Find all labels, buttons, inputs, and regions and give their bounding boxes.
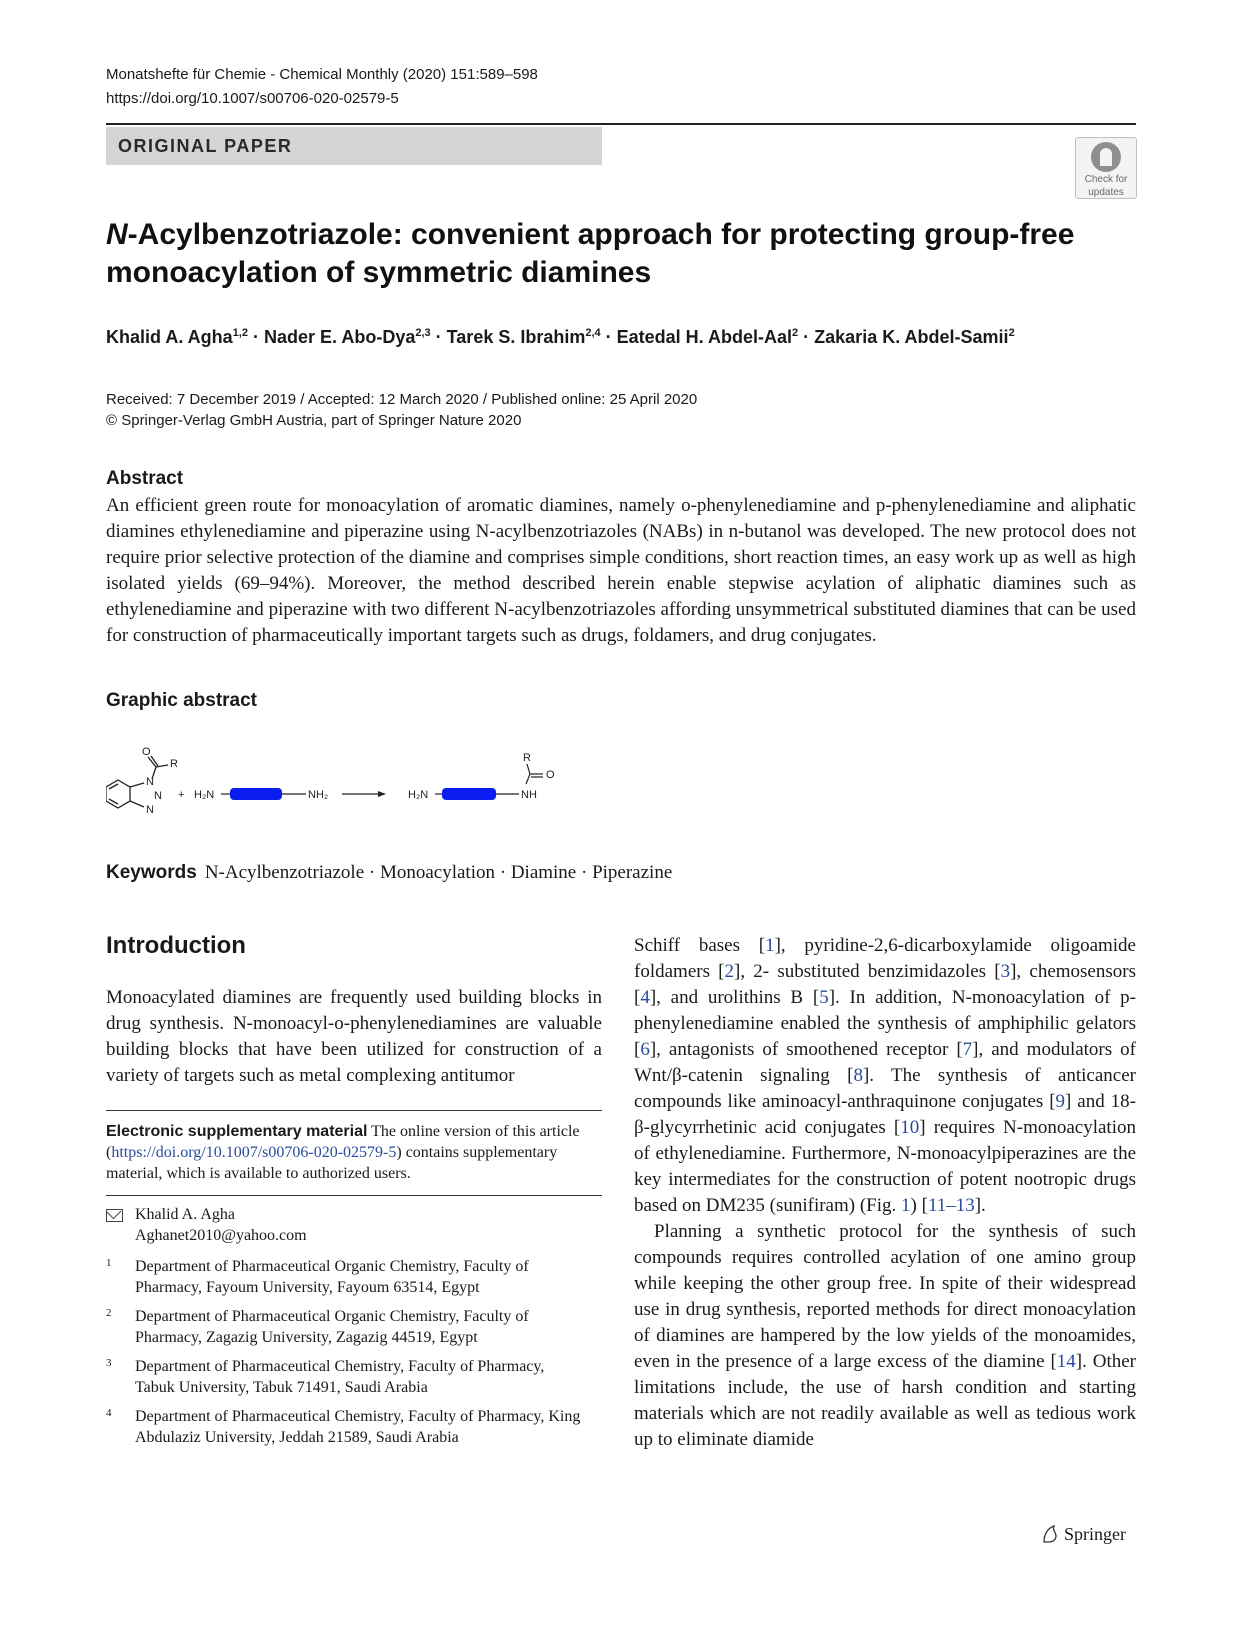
diamine-linker-reactant [230, 788, 282, 800]
copyright-line: © Springer-Verlag GmbH Austria, part of Springer Nature 2020 [106, 412, 522, 429]
body-text-segment: ], and urolithins B [ [649, 987, 820, 1008]
abstract-text: An efficient green route for monoacylation of aromatic diamines, namely o-phenylenediamine and p-phenylenediamine and aliphatic diamines ethylenediamine and piperazine using N-acylbenzotriazoles (NABs) in n-butanol was developed. The new protocol does not require prior selective protection of the diamine and comprises simple conditions, short reaction times, an easy work up as well as high isolated yields (69–94%). Moreover, the method described herein enable stepwise acylation of aliphatic diamines such as ethylenediamine and piperazine with two different N-acylbenzotriazoles affording unsymmetrical substituted diamines that can be used for construction of pharmaceutically important targets such as drugs, foldamers, and drug conjugates. [106, 495, 1136, 646]
label-plus: + [178, 789, 185, 801]
citation-link[interactable]: 1 [901, 1195, 911, 1216]
author-name[interactable]: Tarek S. Ibrahim [446, 327, 586, 347]
citation-link[interactable]: 10 [900, 1117, 920, 1138]
bond-carbonyl-r [527, 764, 530, 774]
citation-link[interactable]: 6 [640, 1039, 650, 1060]
body-text-segment: ] and 18-β-glycyrrhetinic acid conjugates [ [634, 1091, 1136, 1138]
label-n2: N [154, 790, 162, 802]
affiliation-text: Department of Pharmaceutical Organic Chemistry, Faculty of Pharmacy, Fayoum University, Fayoum 63514, Egypt [135, 1258, 529, 1296]
author-affiliation-marker: 2,4 [585, 327, 601, 339]
author-affiliation-marker: 2 [792, 327, 799, 339]
body-text-segment: ], and modulators of Wnt/β-catenin signaling [ [634, 1039, 1136, 1086]
label-n3: N [146, 804, 154, 816]
esm-top-rule [106, 1110, 602, 1111]
check-badge-line1: Check for [1084, 174, 1128, 185]
journal-doi-link[interactable]: https://doi.org/10.1007/s00706-020-02579-5 [106, 90, 399, 107]
article-type-label: ORIGINAL PAPER [118, 136, 293, 156]
keyword-separator: · [576, 862, 593, 883]
esm-text-after: ) contains supplementary material, which is available to authorized users. [106, 1144, 558, 1182]
author-affiliation-marker: 2 [1008, 327, 1015, 339]
label-nh2: NH₂ [308, 789, 329, 801]
affiliation-1 [106, 1256, 586, 1298]
body-text-segment: ], antagonists of smoothened receptor [ [649, 1039, 963, 1060]
label-o2: O [546, 769, 555, 781]
publication-dates: Received: 7 December 2019 / Accepted: 12 March 2020 / Published online: 25 April 2020 [106, 391, 698, 408]
body-text-segment: ) [ [910, 1195, 928, 1216]
label-nh: NH [521, 789, 537, 801]
keyword: N-Acylbenzotriazole [204, 862, 365, 883]
body-text-segment: ], pyridine-2,6-dicarboxylamide oligoamide foldamers [ [634, 935, 1136, 982]
keywords-list [205, 862, 672, 883]
author-affiliation-marker: 2,3 [415, 327, 431, 339]
affiliation-number: 4 [106, 1407, 112, 1419]
affiliation-text: Department of Pharmaceutical Organic Chemistry, Faculty of Pharmacy, Zagazig University, Zagazig 44519, Egypt [135, 1308, 529, 1346]
author-separator: · [798, 327, 815, 347]
introduction-heading: Introduction [106, 932, 246, 959]
body-text-segment: ]. In addition, N-monoacylation of p-phenylenediamine enabled the synthesis of amphiphilic gelators [ [634, 987, 1136, 1060]
publisher-name: Springer [1064, 1524, 1126, 1544]
affiliation-number: 2 [106, 1307, 112, 1319]
citation-link[interactable]: 3 [1000, 961, 1011, 982]
author-separator: · [600, 327, 617, 347]
citation-link[interactable]: 4 [640, 987, 650, 1008]
author-name[interactable]: Zakaria K. Abdel-Samii [814, 327, 1009, 347]
article-type-band [106, 127, 602, 165]
affiliation-number: 1 [106, 1257, 112, 1269]
article-title [106, 216, 1136, 292]
body-text-segment: Planning a synthetic protocol for the synthesis of such compounds requires controlled acylation of one amino group while keeping the other group free. In spite of their widespread use in drug synthesis, reported methods for direct monoacylation of diamines are hampered by the low yields of the monoamides, even in the presence of a large excess of the diamine [ [634, 1221, 1136, 1372]
esm-doi-link[interactable]: https://doi.org/10.1007/s00706-020-02579-5 [111, 1144, 397, 1161]
label-r1: R [170, 758, 178, 770]
body-text-segment: Schiff bases [ [634, 935, 766, 956]
citation-link[interactable]: 11–13 [927, 1195, 975, 1216]
envelope-icon [106, 1209, 123, 1222]
citation-link[interactable]: 5 [819, 987, 829, 1008]
affiliation-text: Department of Pharmaceutical Chemistry, Faculty of Pharmacy, King Abdulaziz University, Jeddah 21589, Saudi Arabia [135, 1408, 581, 1446]
citation-link[interactable]: 14 [1056, 1351, 1076, 1372]
label-h2n-reactant: H₂N [194, 789, 215, 801]
author-separator: · [247, 327, 264, 347]
author-name[interactable]: Eatedal H. Abdel-Aal [616, 327, 793, 347]
esm-label: Electronic supplementary material [106, 1123, 368, 1140]
citation-link[interactable]: 7 [962, 1039, 973, 1060]
author-affiliation-marker: 1,2 [232, 327, 248, 339]
keyword: Piperazine [592, 862, 673, 883]
author-name[interactable]: Khalid A. Agha [106, 327, 233, 347]
body-text-segment: ], 2- substituted benzimidazoles [ [734, 961, 1001, 982]
introduction-paragraph-1 [634, 933, 1136, 1219]
keywords-line [106, 862, 672, 884]
corresponding-author-name: Khalid A. Agha [135, 1206, 235, 1223]
graphic-abstract-scheme [106, 745, 596, 827]
journal-citation: Monatshefte für Chemie - Chemical Monthly (2020) 151:589–598 [106, 66, 538, 83]
correspondence-block [135, 1204, 307, 1246]
esm-bottom-rule [106, 1195, 602, 1196]
check-for-updates-badge[interactable] [1075, 137, 1137, 199]
introduction-paragraph-2 [634, 1219, 1136, 1453]
label-n1: N [146, 776, 154, 788]
diamine-linker-product [442, 788, 496, 800]
corresponding-author-email[interactable]: Aghanet2010@yahoo.com [135, 1227, 307, 1244]
title-italic-prefix: N [106, 218, 128, 251]
label-h2n-product: H₂N [408, 789, 429, 801]
graphic-abstract-heading: Graphic abstract [106, 690, 257, 711]
ring-bond-n1 [130, 783, 144, 787]
citation-link[interactable]: 8 [853, 1065, 863, 1086]
citation-link[interactable]: 1 [765, 935, 775, 956]
introduction-left-paragraph: Monoacylated diamines are frequently used building blocks in drug synthesis. N-monoacyl-o-phenylenediamines are valuable building blocks that have been utilized for construction of a variety of targets such as metal complexing antitumor [106, 987, 602, 1086]
citation-link[interactable]: 9 [1055, 1091, 1066, 1112]
author-separator: · [430, 327, 447, 347]
body-text-segment: ] requires N-monoacylation of ethylenediamine. Furthermore, N-monoacylpiperazines are the key intermediates for the construction of potent nootropic drugs based on DM235 (sunifiram) (Fig. [634, 1117, 1136, 1216]
keyword-separator: · [364, 862, 380, 883]
keyword: Monoacylation [379, 862, 495, 883]
title-rest: -Acylbenzotriazole: convenient approach for protecting group-free monoacylation of symmetric diamines [106, 218, 1075, 289]
body-text-segment: ], chemosensors [ [634, 961, 1136, 1008]
affiliation-number: 3 [106, 1357, 112, 1369]
esm-text-before: The online version of this article ( [106, 1123, 580, 1161]
citation-link[interactable]: 2 [724, 961, 735, 982]
keyword: Diamine [510, 862, 577, 883]
bond-nh-carbonyl [526, 774, 530, 784]
body-text-segment: ]. Other limitations include, the use of harsh condition and starting materials which are not readily available as well as tedious work up to eliminate diamide [634, 1351, 1136, 1450]
abstract-heading: Abstract [106, 468, 184, 489]
ring-bond-n3 [130, 801, 144, 807]
affiliation-3 [106, 1356, 586, 1398]
check-badge-line2: updates [1088, 187, 1124, 198]
springer-horse-icon [1040, 1524, 1060, 1544]
crossmark-icon [1091, 142, 1121, 172]
introduction-right-column [634, 933, 1136, 1453]
author-list [106, 327, 1015, 348]
reaction-arrow-head [378, 791, 386, 797]
affiliation-4 [106, 1406, 586, 1448]
affiliation-text: Department of Pharmaceutical Chemistry, Faculty of Pharmacy, Tabuk University, Tabuk 71491, Saudi Arabia [135, 1358, 545, 1396]
publisher-logo [1040, 1524, 1126, 1545]
keyword-separator: · [494, 862, 511, 883]
body-text-segment: ]. [974, 1195, 986, 1216]
esm-note [106, 1121, 602, 1184]
body-text-segment: ]. The synthesis of anticancer compounds like aminoacyl-anthraquinone conjugates [ [634, 1065, 1136, 1112]
keywords-label: Keywords [106, 862, 197, 883]
header-rule [106, 123, 1136, 125]
author-name[interactable]: Nader E. Abo-Dya [263, 327, 416, 347]
label-o1: O [142, 746, 151, 758]
label-r2: R [523, 752, 531, 764]
affiliation-2 [106, 1306, 586, 1348]
